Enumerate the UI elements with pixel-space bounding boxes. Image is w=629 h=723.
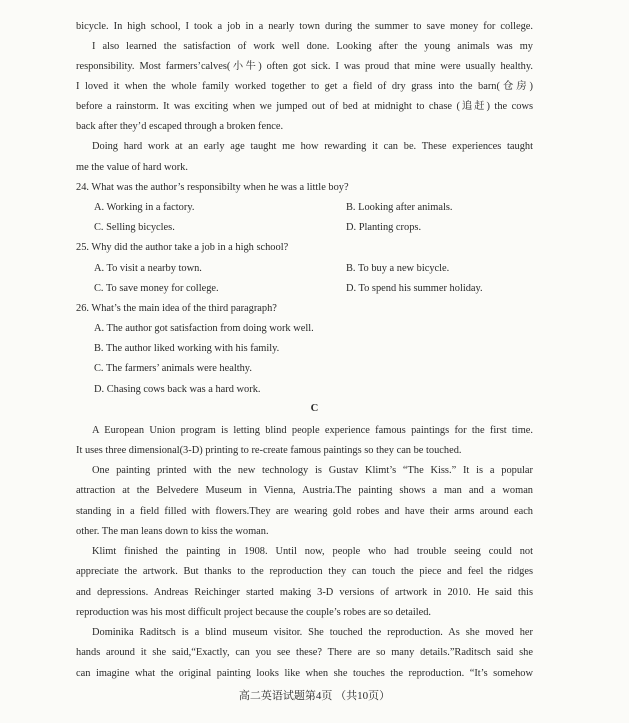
passage-c-line-5: standing in a field filled with flowers.They are wearing gold robes and have their arms around each <box>76 506 533 517</box>
question-25-option-a: A. To visit a nearby town. <box>94 263 202 274</box>
passage-c-line-6: other. The man leans down to kiss the woman. <box>76 526 269 537</box>
question-24-option-a: A. Working in a factory. <box>94 202 195 213</box>
passage-c-line-4: attraction at the Belvedere Museum in Vienna, Austria.The painting shows a man and a woman <box>76 485 533 496</box>
question-26-stem: 26. What’s the main idea of the third paragraph? <box>76 303 277 314</box>
passage-c-line-10: reproduction was his most difficult project because the couple’s robes are so detailed. <box>76 607 432 618</box>
passage-b-line-4: I loved it when the whole family worked together to get a field of dry grass into the barn(仓房) <box>76 81 533 92</box>
passage-b-line-3: responsibility. Most farmers’calves(小牛) often got sick. I was proud that mine were usually healthy. <box>76 61 533 72</box>
passage-b-line-1: bicycle. In high school, I took a job in a nearly town during the summer to save money for college. <box>76 21 533 32</box>
passage-b-line-5: before a rainstorm. It was exciting when we jumped out of bed at midnight to chase (追赶) the cows <box>76 101 533 112</box>
passage-b-line-8: me the value of hard work. <box>76 162 188 173</box>
question-26-option-d: D. Chasing cows back was a hard work. <box>94 384 261 395</box>
passage-c-line-3: One painting printed with the new technology is Gustav Klimt’s “The Kiss.” It is a popular <box>92 465 533 476</box>
question-26-option-b: B. The author liked working with his family. <box>94 343 280 354</box>
passage-c-line-11: Dominika Raditsch is a blind museum visitor. She touched the reproduction. As she moved her <box>92 627 533 638</box>
section-c-heading: C <box>310 403 319 414</box>
question-26-option-a: A. The author got satisfaction from doing work well. <box>94 323 314 334</box>
passage-c-line-9: and depressions. Andreas Reichinger started making 3-D versions of artwork in 2010. He said this <box>76 587 533 598</box>
question-24-option-d: D. Planting crops. <box>346 222 422 233</box>
question-25-option-c: C. To save money for college. <box>94 283 219 294</box>
passage-c-line-13: can imagine what the original painting looks like when she touches the reproduction. “It’s somehow <box>76 668 533 679</box>
passage-c-line-7: Klimt finished the painting in 1908. Until now, people who had trouble seeing could not <box>92 546 533 557</box>
passage-b-line-7: Doing hard work at an early age taught me how rewarding it can be. These experiences taught <box>92 141 533 152</box>
question-24-option-c: C. Selling bicycles. <box>94 222 175 233</box>
question-24-option-b: B. Looking after animals. <box>346 202 453 213</box>
passage-c-line-12: hands around it she said,“Exactly, can you see these? There are so many details.”Raditsch said she <box>76 647 533 658</box>
passage-c-line-8: appreciate the artwork. But thanks to the reproduction they can touch the piece and feel the ridges <box>76 566 533 577</box>
question-25-option-d: D. To spend his summer holiday. <box>346 283 483 294</box>
passage-b-line-2: I also learned the satisfaction of work well done. Looking after the young animals was my <box>92 41 533 52</box>
question-25-stem: 25. Why did the author take a job in a high school? <box>76 242 289 253</box>
passage-c-line-1: A European Union program is letting blind people experience famous paintings for the first time. <box>92 425 533 436</box>
question-25-option-b: B. To buy a new bicycle. <box>346 263 450 274</box>
passage-c-line-2: It uses three dimensional(3-D) printing to re-create famous paintings so they can be touched. <box>76 445 462 456</box>
page-footer: 高二英语试题第4页 （共10页） <box>238 690 391 702</box>
question-24-stem: 24. What was the author’s responsibilty when he was a little boy? <box>76 182 349 193</box>
question-26-option-c: C. The farmers’ animals were healthy. <box>94 363 252 374</box>
passage-b-line-6: back after they’d escaped through a broken fence. <box>76 121 284 132</box>
